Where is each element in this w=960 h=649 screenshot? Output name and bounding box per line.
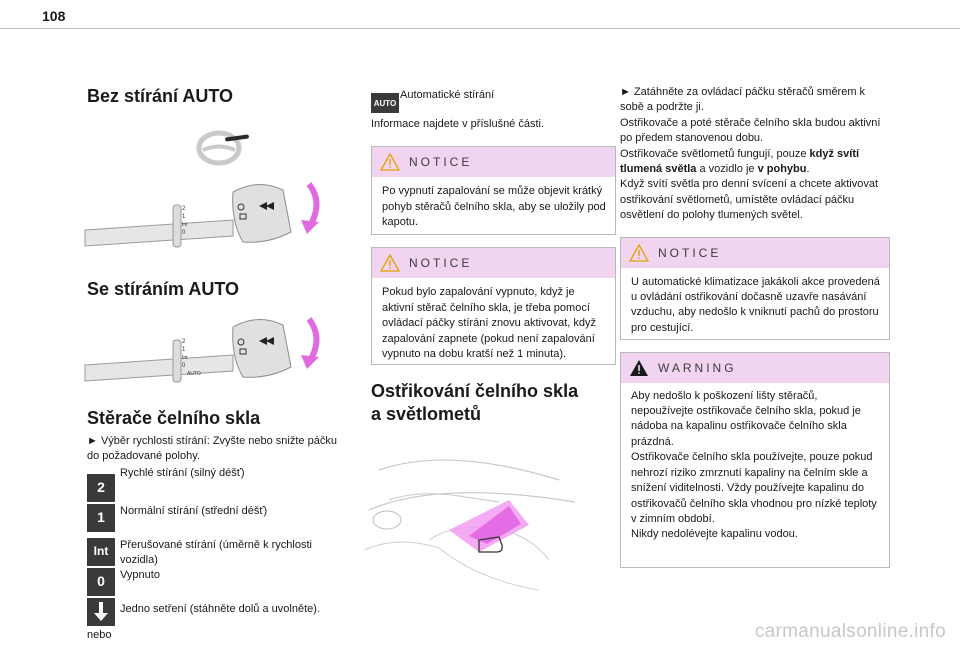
instr-3c: a vozidlo je bbox=[696, 163, 758, 176]
washer-instruction-1: ► Zatáhněte za ovládací páčku stěračů směrem k sobě a podržte ji. bbox=[620, 86, 866, 114]
wiper-lever-illustration bbox=[83, 172, 333, 264]
warning-triangle-icon bbox=[629, 359, 649, 377]
lever-auto-mark-1: 1 bbox=[182, 347, 186, 353]
lever-mark-0: 0 bbox=[182, 230, 186, 236]
auto-wiping-title: Automatické stírání bbox=[400, 89, 495, 101]
lever-mark-1: 1 bbox=[182, 214, 186, 220]
caution-triangle-icon bbox=[380, 153, 400, 171]
legend-row bbox=[87, 466, 345, 500]
wiper-speed-intro: ► Výběr rychlosti stírání: Zvyšte nebo snižte páčku do požadované polohy. bbox=[87, 435, 337, 463]
watermark: carmanualsonline.info bbox=[754, 621, 946, 642]
lever-mark-2: 2 bbox=[182, 206, 186, 212]
steering-wheel-icon bbox=[195, 126, 255, 168]
car-front-washer-illustration bbox=[359, 440, 575, 600]
legend-row bbox=[87, 568, 345, 598]
notice-text: U automatické klimatizace jakákoli akce provedená u ovládání ostřikování dočasně uzavře nasávání vzduchu, aby nedošlo k vniknutí pachů do prostoru pro cestující. bbox=[631, 275, 880, 334]
warning-box bbox=[620, 352, 890, 568]
warning-label: WARNING bbox=[658, 360, 737, 375]
speed-1-icon: 1 bbox=[87, 504, 115, 532]
page-number: 108 bbox=[42, 8, 66, 24]
washer-instruction-2: Ostřikovače a poté stěrače čelního skla budou aktivní po předem stanovenou dobu. bbox=[620, 116, 881, 145]
lever-auto-mark-int: Int bbox=[182, 355, 188, 361]
heading-washer-line-1: Ostřikování čelního skla bbox=[371, 381, 579, 402]
warning-line-2: Ostřikovače čelního skla používejte, pouze pokud nehrozí riziko zmrznutí kapaliny na čelním skle a snížení viditelnosti. Vždy používejte kapalinu do ostřikovačů čelního skla vhodnou pro nízké teploty v zimním období. bbox=[631, 451, 877, 525]
single-wipe-down-arrow-icon bbox=[87, 598, 115, 626]
notice-label: NOTICE bbox=[409, 155, 473, 170]
legend-row bbox=[87, 538, 345, 568]
legend-row bbox=[87, 504, 345, 538]
lever-auto-mark-auto: AUTO bbox=[187, 371, 201, 377]
notice-box-2 bbox=[371, 247, 616, 365]
instr-3b: když svítí tlumená světla bbox=[620, 147, 860, 176]
legend-text: Vypnuto bbox=[120, 568, 160, 581]
auto-badge-icon: AUTO bbox=[371, 93, 399, 113]
legend-text: Normální stírání (střední déšť) bbox=[120, 504, 268, 517]
notice-label: NOTICE bbox=[658, 245, 722, 260]
instr-3d: v pohybu bbox=[757, 163, 807, 176]
washer-instruction-4: Když svítí světla pro denní svícení a chcete aktivovat ostřikování světlometů, umístěte ovládací páčku osvětlení do polohy tlumených světel. bbox=[620, 178, 879, 222]
heading-with-auto: Se stíráním AUTO bbox=[87, 279, 240, 299]
heading-washer bbox=[371, 380, 616, 426]
notice-text: Po vypnutí zapalování se může objevit krátký pohyb stěračů čelního skla, aby se uložily pod kapotu. bbox=[382, 185, 606, 229]
notice-label: NOTICE bbox=[409, 256, 473, 271]
header-rule bbox=[0, 28, 960, 29]
speed-2-icon: 2 bbox=[87, 474, 115, 502]
legend-text: Rychlé stírání (silný déšť) bbox=[120, 466, 245, 479]
or-text: nebo bbox=[87, 628, 112, 641]
wiper-lever-auto-illustration bbox=[83, 307, 333, 399]
caution-triangle-icon bbox=[629, 244, 649, 262]
column-3 bbox=[620, 76, 890, 568]
heading-washer-line-2: a světlometů bbox=[371, 404, 482, 425]
warning-line-1: Aby nedošlo k poškození lišty stěračů, nepoužívejte ostřikovače čelního skla, pokud je nádoba na kapalinu ostřikovače čelního skla prázdná. bbox=[631, 389, 861, 448]
legend-text: Jedno setření (stáhněte dolů a uvolněte). bbox=[120, 602, 320, 615]
warning-line-3: Nikdy nedolévejte kapalinu vodou. bbox=[631, 528, 798, 541]
column-2 bbox=[371, 76, 616, 600]
instr-3e: . bbox=[806, 163, 810, 176]
auto-wiping-ref: Informace najdete v příslušné části. bbox=[371, 118, 545, 130]
off-icon: 0 bbox=[87, 568, 115, 596]
column-1 bbox=[87, 76, 345, 643]
lever-mark-int: Int bbox=[182, 222, 188, 228]
wiper-legend bbox=[87, 466, 345, 630]
legend-row bbox=[87, 598, 345, 630]
notice-box-1 bbox=[371, 146, 616, 235]
warning-text bbox=[621, 383, 889, 551]
notice-box-3 bbox=[620, 237, 890, 340]
heading-wipers: Stěrače čelního skla bbox=[87, 408, 261, 428]
lever-auto-mark-0: 0 bbox=[182, 363, 186, 369]
washer-instruction-3 bbox=[620, 147, 890, 178]
caution-triangle-icon bbox=[380, 254, 400, 272]
lever-auto-mark-2: 2 bbox=[182, 339, 186, 345]
heading-no-auto: Bez stírání AUTO bbox=[87, 86, 234, 106]
notice-text: Pokud bylo zapalování vypnuto, když je aktivní stěrač čelního skla, je třeba pomocí ovládací páčky stírání znovu aktivovat, když zapalování zapnete (pokud není zapalování vypnuto na dobu kratší než 1 minuta). bbox=[382, 286, 596, 361]
intermittent-icon: Int bbox=[87, 538, 115, 566]
legend-text: Přerušované stírání (úměrně k rychlosti vozidla) bbox=[120, 538, 312, 566]
instr-3a: Ostřikovače světlometů fungují, pouze bbox=[620, 147, 810, 160]
